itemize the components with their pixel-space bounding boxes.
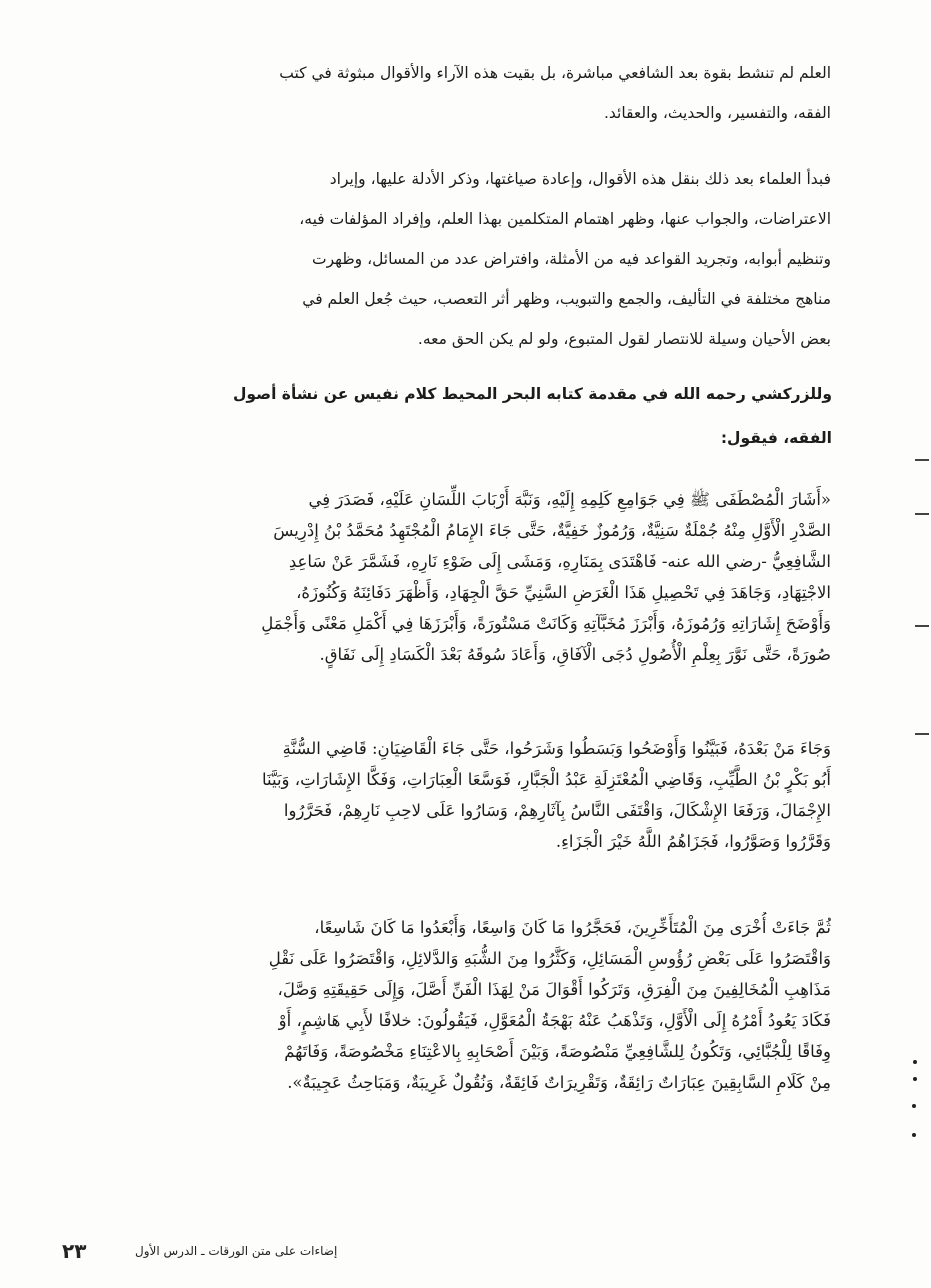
text-line: مناهج مختلفة في التأليف، والجمع والتبويب، وظهر أثر التعصب، حيث جُعل العلم في xyxy=(302,290,831,308)
page-number: ٢٣ xyxy=(62,1239,87,1263)
text-line: مَذَاهِبِ الْمُخَالِفِينَ مِنَ الْفِرَقِ، وَتَرَكُوا أَقْوَالَ مَنْ لِهَذَا الْفَنِّ أَصَّلَ، وَإِلَى حَقِيقَتِهِ وَصَّلَ، xyxy=(277,980,831,999)
scan-edge-mark xyxy=(913,1077,917,1081)
text-line: أَبُو بَكْرٍ بْنُ الطَّيِّبِ، وَقَاضِي الْمُعْتَزِلَةِ عَبْدُ الْجَبَّارِ، فَوَسَّعَا الْعِبَارَاتِ، وَفَكَّا الإِشَارَاتِ، وَبَيَّنَا xyxy=(261,770,831,789)
text-line: ثُمَّ جَاءَتْ أُخْرَى مِنَ الْمُتَأَخِّرِينَ، فَحَجَّرُوا مَا كَانَ وَاسِعًا، وَأَبْعَدُوا مَا كَانَ شَاسِعًا، xyxy=(314,918,831,937)
paragraph-2 xyxy=(79,159,831,359)
scan-edge-mark xyxy=(915,459,929,461)
scan-edge-mark xyxy=(915,513,929,515)
text-line: فَكَادَ يَعُودُ أَمْرُهُ إِلَى الْأَوَّلِ، وَتَذْهَبُ عَنْهُ بَهْجَةُ الْمُعَوَّلِ، فَيَقُولُونَ: خلافًا لأَبِي هَاشِمٍ، أَوْ xyxy=(278,1011,831,1030)
text-line: صُورَةً، حَتَّى نَوَّرَ بِعِلْمِ الْأُصُولِ دُجَى الْآفَاقِ، وَأَعَادَ سُوقَهُ بَعْدَ الْكَسَادِ إِلَى نَفَاقٍ. xyxy=(319,645,831,664)
text-line: الصَّدْرِ الْأَوَّلِ مِنْهُ جُمْلَةٌ سَنِيَّةٌ، وَرُمُوزٌ خَفِيَّةٌ، حَتَّى جَاءَ الإِمَامُ الْمُجْتَهِدُ مُحَمَّدُ بْنُ إِدْرِيسَ xyxy=(273,521,831,540)
text-line: الاجْتِهَادِ، وَجَاهَدَ فِي تَحْصِيلِ هَذَا الْغَرَضِ السَّنِيِّ حَقَّ الْجِهَادِ، وَأَظْهَرَ دَفَائِنَهُ وَكُنُوزَهُ، xyxy=(296,583,831,602)
quote-paragraph-3 xyxy=(64,912,831,1098)
text-line: «أَشَارَ الْمُصْطَفَى ﷺ فِي جَوَامِعِ كَلِمِهِ إِلَيْهِ، وَنَبَّهَ أَرْبَابَ اللِّسَانِ عَلَيْهِ، فَصَدَرَ فِي xyxy=(308,490,831,509)
text-line: وَقَرَّرُوا وَصَوَّرُوا، فَجَزَاهُمُ اللَّهُ خَيْرَ الْجَزَاءِ. xyxy=(555,832,831,851)
text-line: وللزركشي رحمه الله في مقدمة كتابه البحر المحيط كلام نفيس عن نشأة أصول xyxy=(232,385,832,403)
scan-edge-mark xyxy=(915,733,929,735)
text-line: الشَّافِعِيُّ -رضي الله عنه- فَاهْتَدَى بِمَنَارِهِ، وَمَشَى إِلَى ضَوْءِ نَارِهِ، فَشَمَّرَ عَنْ سَاعِدِ xyxy=(288,552,831,571)
scan-edge-mark xyxy=(912,1133,916,1137)
text-line: وَاقْتَصَرُوا عَلَى بَعْضِ رُؤُوسِ الْمَسَائِلِ، وَكَثَّرُوا مِنَ الشُّبَهِ وَالدَّلائِلِ، وَاقْتَصَرُوا عَلَى نَقْلِ xyxy=(268,949,831,968)
running-head: إضاءات على متن الورقات ـ الدرس الأول xyxy=(135,1244,338,1258)
text-line: وَجَاءَ مَنْ بَعْدَهُ، فَبَيَّنُوا وَأَوْضَحُوا وَبَسَطُوا وَشَرَحُوا، حَتَّى جَاءَ الْقَاضِيَانِ: قَاضِي السُّنَّةِ xyxy=(282,739,831,758)
text-line: وَأَوْضَحَ إِشَارَاتِهِ وَرُمُوزَهُ، وَأَبْرَزَ مُخَبَّآتِهِ وَكَانَتْ مَسْتُورَةً، وَأَبْرَزَهَا فِي أَكْمَلِ مَعْنًى وَأَجْمَلِ xyxy=(261,614,831,633)
scan-edge-mark xyxy=(913,1060,917,1064)
text-line: وتنظيم أبوابه، وتجريد القواعد فيه من الأمثلة، وافتراض عدد من المسائل، وظهرت xyxy=(312,250,831,268)
text-line: بعض الأحيان وسيلة للانتصار لقول المتبوع، ولو لم يكن الحق معه. xyxy=(417,330,831,348)
text-line: مِنْ كَلَامِ السَّابِقِينَ عِبَارَاتٌ رَائِقَةٌ، وَتَقْرِيرَاتٌ فَائِقَةٌ، وَنُقُولٌ غَرِيبَةٌ، وَمَبَاحِثُ عَجِيبَةٌ». xyxy=(287,1073,831,1092)
text-line: العلم لم تنشط بقوة بعد الشافعي مباشرة، بل بقيت هذه الآراء والأقوال مبثوثة في كتب xyxy=(279,64,831,82)
paragraph-3-intro xyxy=(80,372,832,460)
text-line: الإِجْمَالَ، وَرَفَعَا الإِشْكَالَ، وَاقْتَفَى النَّاسُ بِآثَارِهِمْ، وَسَارُوا عَلَى لاحِبِ نَارِهِمْ، فَحَرَّرُوا xyxy=(283,801,831,820)
paragraph-1 xyxy=(83,53,831,133)
quote-paragraph-1 xyxy=(64,484,831,670)
text-line: الفقه، فيقول: xyxy=(720,429,832,447)
text-line: فبدأ العلماء بعد ذلك بنقل هذه الأقوال، وإعادة صياغتها، وذكر الأدلة عليها، وإيراد xyxy=(329,170,831,188)
quote-paragraph-2 xyxy=(64,733,831,857)
scan-edge-mark xyxy=(915,625,929,627)
scan-edge-mark xyxy=(912,1104,916,1108)
text-line: الفقه، والتفسير، والحديث، والعقائد. xyxy=(603,104,831,122)
text-line: وِفَاقًا لِلْجُبَّائِي، وَتَكُونُ لِلشَّافِعِيِّ مَنْصُوصَةً، وَبَيْنَ أَصْحَابِهِ بِالاعْتِنَاءِ مَخْصُوصَةً، وَفَاتَهُمْ xyxy=(284,1042,831,1061)
text-line: الاعتراضات، والجواب عنها، وظهر اهتمام المتكلمين بهذا العلم، وإفراد المؤلفات فيه، xyxy=(299,210,831,228)
